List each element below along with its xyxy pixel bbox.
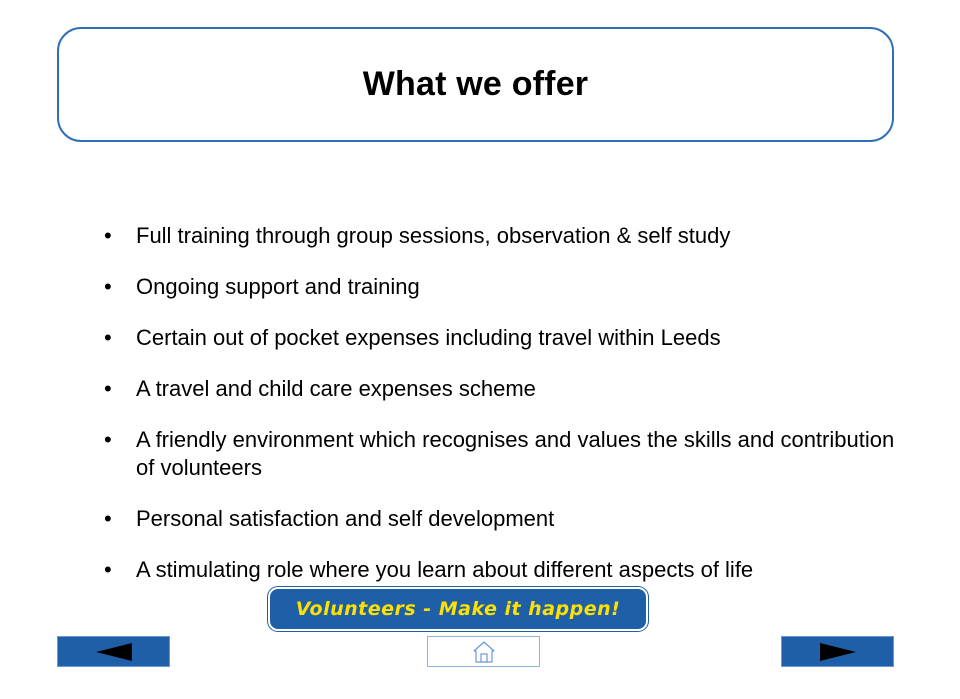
bullet-item [104, 273, 904, 301]
bullet-text: A stimulating role where you learn about different aspects of life [136, 557, 754, 582]
bullet-marker: • [104, 506, 112, 531]
bullet-item [104, 324, 904, 352]
volunteers-banner [268, 587, 648, 631]
bullet-item [104, 505, 904, 533]
slide-title: What we offer [362, 65, 589, 103]
home-icon [472, 640, 496, 664]
title-box [57, 27, 894, 142]
bullet-text: Personal satisfaction and self development [136, 506, 555, 531]
bullet-item [104, 222, 904, 250]
bullet-text: Full training through group sessions, observation & self study [136, 223, 731, 248]
next-slide-button[interactable] [781, 636, 894, 667]
bullet-item [104, 556, 904, 584]
bullet-item [104, 375, 904, 403]
bullet-text: A friendly environment which recognises and values the skills and contribution of volunteers [136, 427, 895, 480]
bullet-item [104, 426, 904, 482]
bullet-marker: • [104, 557, 112, 582]
bullet-marker: • [104, 274, 112, 299]
bullet-marker: • [104, 325, 112, 350]
bullet-text: Ongoing support and training [136, 274, 420, 299]
bullet-text: Certain out of pocket expenses including travel within Leeds [136, 325, 721, 350]
triangle-right-icon [818, 642, 858, 662]
banner-text: Volunteers - Make it happen! [295, 598, 621, 620]
bullet-marker: • [104, 376, 112, 401]
bullet-text: A travel and child care expenses scheme [136, 376, 536, 401]
home-button[interactable] [427, 636, 540, 667]
bullet-marker: • [104, 223, 112, 248]
triangle-left-icon [94, 642, 134, 662]
previous-slide-button[interactable] [57, 636, 170, 667]
bullet-marker: • [104, 427, 112, 452]
bullet-list [104, 222, 904, 584]
